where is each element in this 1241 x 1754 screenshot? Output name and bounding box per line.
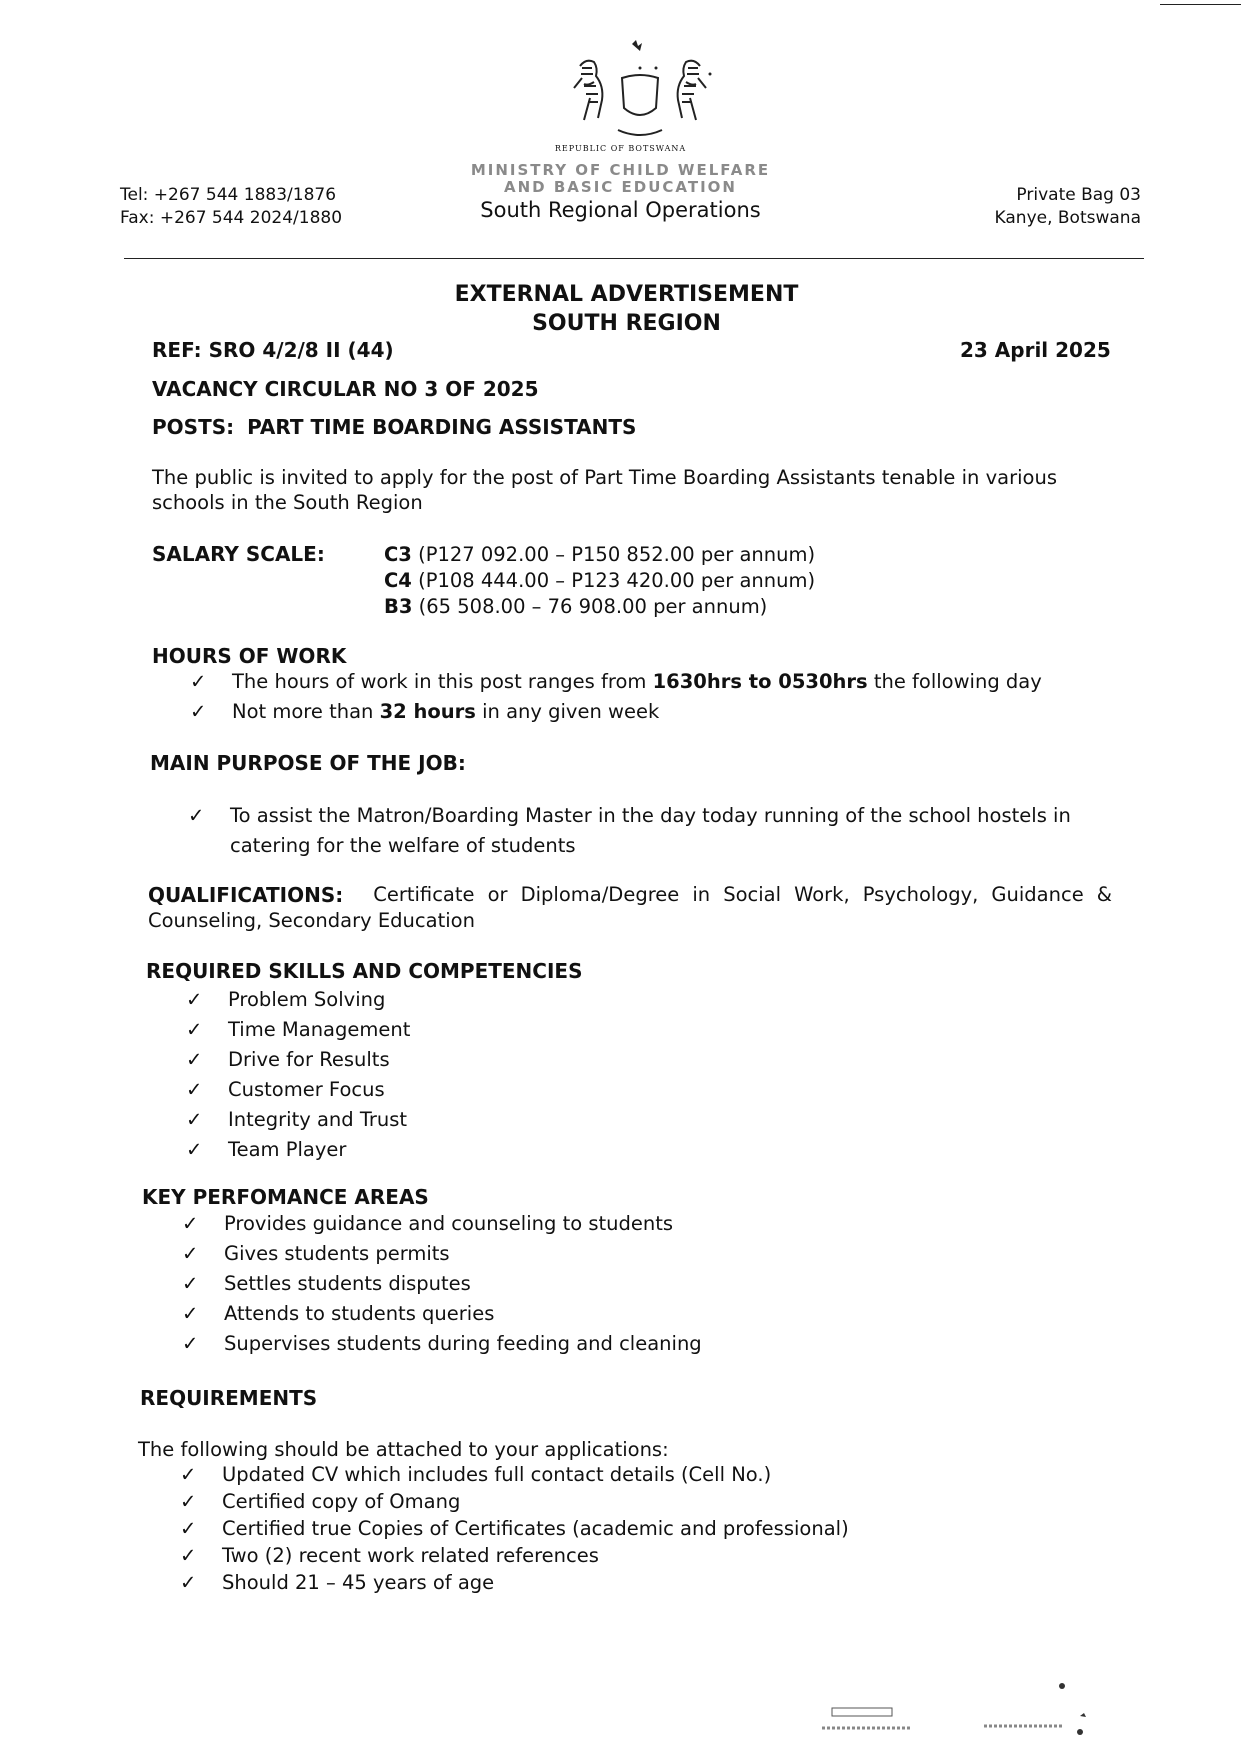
requirements-intro: The following should be attached to your applications:	[138, 1438, 669, 1461]
check-icon: ✓	[182, 1242, 199, 1265]
posts-value: PART TIME BOARDING ASSISTANTS	[247, 415, 637, 439]
hours-heading: HOURS OF WORK	[152, 644, 347, 668]
check-icon: ✓	[180, 1463, 197, 1486]
purpose-list	[188, 801, 1071, 861]
check-icon: ✓	[186, 1108, 203, 1131]
reference-number: REF: SRO 4/2/8 II (44)	[152, 338, 394, 362]
advert-date: 23 April 2025	[960, 338, 1111, 362]
list-item: ✓ Attends to students queries	[182, 1299, 702, 1329]
address-line1: Private Bag 03	[1016, 185, 1141, 205]
check-icon: ✓	[186, 1138, 203, 1161]
kpa-list	[182, 1209, 702, 1359]
list-item: ✓ Settles students disputes	[182, 1269, 702, 1299]
list-item: ✓ Time Management	[186, 1015, 410, 1045]
vacancy-circular: VACANCY CIRCULAR NO 3 OF 2025	[152, 377, 539, 401]
footer-mark-icon	[1050, 1680, 1090, 1740]
ministry-line1: MINISTRY OF CHILD WELFARE	[470, 161, 771, 179]
list-item: ✓ Updated CV which includes full contact details (Cell No.)	[180, 1463, 772, 1486]
check-icon: ✓	[188, 804, 205, 827]
list-item: ✓ To assist the Matron/Boarding Master in the day today running of the school hostels in catering for the welfare of students	[188, 801, 1071, 861]
check-icon: ✓	[186, 1078, 203, 1101]
check-icon: ✓	[182, 1302, 199, 1325]
republic-label: REPUBLIC OF BOTSWANA	[554, 144, 687, 153]
salary-row: C3 (P127 092.00 – P150 852.00 per annum)	[384, 543, 816, 566]
skills-list	[186, 985, 410, 1165]
list-item: ✓ Team Player	[186, 1135, 410, 1165]
check-icon: ✓	[180, 1490, 197, 1513]
posts-line	[152, 415, 636, 439]
qualifications-label: QUALIFICATIONS:	[148, 883, 344, 907]
list-item: ✓ The hours of work in this post ranges from 1630hrs to 0530hrs the following day	[190, 670, 1042, 693]
check-icon: ✓	[180, 1571, 197, 1594]
intro-paragraph: The public is invited to apply for the post of Part Time Boarding Assistants tenable in various schools in the South Region	[152, 466, 1057, 514]
telephone-line: Tel: +267 544 1883/1876	[120, 185, 337, 205]
purpose-heading: MAIN PURPOSE OF THE JOB:	[150, 751, 466, 775]
list-item: ✓ Gives students permits	[182, 1239, 702, 1269]
skills-heading: REQUIRED SKILLS AND COMPETENCIES	[146, 959, 583, 983]
list-item: ✓ Customer Focus	[186, 1075, 410, 1105]
check-icon: ✓	[190, 670, 207, 693]
hours-list	[190, 670, 1042, 730]
check-icon: ✓	[190, 700, 207, 723]
kpa-heading: KEY PERFOMANCE AREAS	[142, 1185, 429, 1209]
requirements-heading: REQUIREMENTS	[140, 1386, 318, 1410]
ministry-line2: AND BASIC EDUCATION	[504, 178, 737, 196]
fax-line: Fax: +267 544 2024/1880	[120, 208, 343, 228]
check-icon: ✓	[180, 1517, 197, 1540]
address-line2: Kanye, Botswana	[994, 208, 1141, 228]
check-icon: ✓	[182, 1272, 199, 1295]
list-item: ✓ Certified copy of Omang	[180, 1490, 461, 1513]
list-item: ✓ Provides guidance and counseling to students	[182, 1209, 702, 1239]
salary-row: C4 (P108 444.00 – P123 420.00 per annum)	[384, 569, 816, 592]
list-item: ✓ Supervises students during feeding and cleaning	[182, 1329, 702, 1359]
check-icon: ✓	[182, 1212, 199, 1235]
check-icon: ✓	[186, 1018, 203, 1041]
check-icon: ✓	[182, 1332, 199, 1355]
check-icon: ✓	[186, 1048, 203, 1071]
footer-logo-icon	[820, 1706, 920, 1736]
list-item: ✓ Drive for Results	[186, 1045, 410, 1075]
posts-label: POSTS:	[152, 415, 235, 439]
qualifications-line2: Counseling, Secondary Education	[148, 909, 475, 932]
list-item: ✓ Not more than 32 hours in any given week	[190, 700, 660, 723]
advert-region: SOUTH REGION	[532, 311, 721, 336]
list-item: ✓ Certified true Copies of Certificates (academic and professional)	[180, 1517, 849, 1540]
list-item: ✓ Problem Solving	[186, 985, 410, 1015]
requirements-list	[180, 1461, 849, 1596]
header-divider	[124, 258, 1144, 259]
salary-row: B3 (65 508.00 – 76 908.00 per annum)	[384, 595, 768, 618]
list-item: ✓ Should 21 – 45 years of age	[180, 1571, 495, 1594]
coat-of-arms-icon	[560, 38, 720, 148]
regional-office: South Regional Operations	[480, 198, 761, 222]
check-icon: ✓	[180, 1544, 197, 1567]
qualifications-block	[148, 882, 1112, 934]
list-item: ✓ Integrity and Trust	[186, 1105, 410, 1135]
advert-title: EXTERNAL ADVERTISEMENT	[454, 282, 799, 307]
qualifications-line1: Certificate or Diploma/Degree in Social Work, Psychology, Guidance &	[373, 883, 1112, 906]
check-icon: ✓	[186, 988, 203, 1011]
edge-mark	[1160, 4, 1241, 5]
salary-label: SALARY SCALE:	[152, 542, 325, 566]
list-item: ✓ Two (2) recent work related references	[180, 1544, 599, 1567]
